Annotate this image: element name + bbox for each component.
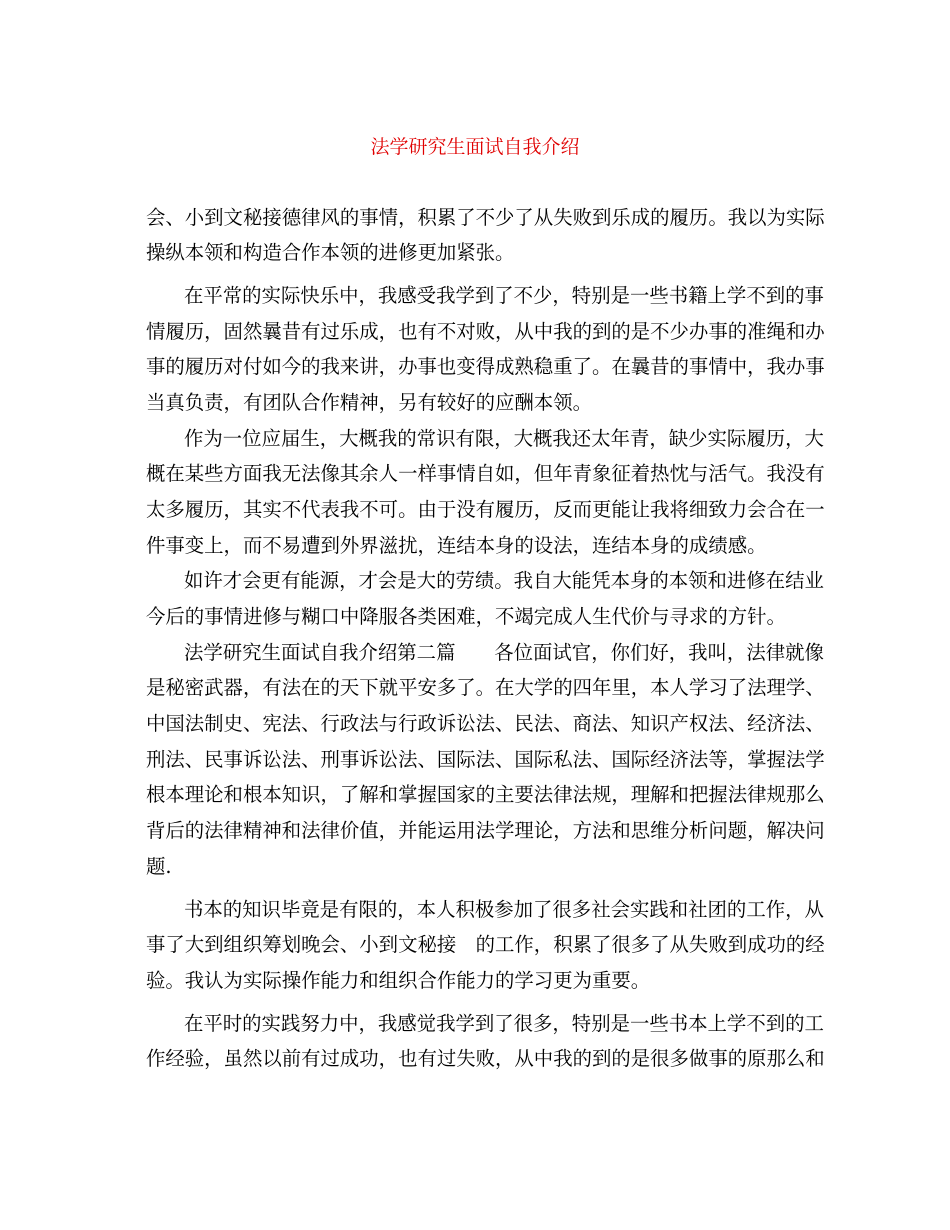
paragraph-line: 作经验，虽然以前有过成功，也有过失败，从中我的到的是很多做事的原那么和	[146, 1047, 825, 1070]
paragraph-line: 根本理论和根本知识，了解和掌握国家的主要法律法规，理解和把握法律规那么	[146, 783, 825, 806]
paragraph-line: 是秘密武器，有法在的天下就平安多了。在大学的四年里，本人学习了法理学、	[146, 676, 825, 699]
paragraph-line: 在平常的实际快乐中，我感受我学到了不少，特别是一些书籍上学不到的事	[184, 284, 824, 307]
paragraph-line: 中国法制史、宪法、行政法与行政诉讼法、民法、商法、知识产权法、经济法、	[146, 712, 825, 735]
paragraph-line: 在平时的实践努力中，我感觉我学到了很多，特别是一些书本上学不到的工	[184, 1012, 824, 1035]
paragraph-line: 事了大到组织筹划晚会、小到文秘接 的工作，积累了很多了从失败到成功的经	[146, 933, 825, 956]
paragraph-line: 题.	[146, 855, 172, 878]
page-title: 法学研究生面试自我介绍	[370, 136, 580, 158]
paragraph-line: 今后的事情进修与糊口中降服各类困难，不竭完成人生代价与寻求的方针。	[146, 605, 786, 628]
paragraph-line: 书本的知识毕竟是有限的，本人积极参加了很多社会实践和社团的工作，从	[184, 898, 824, 921]
paragraph-line: 操纵本领和构造合作本领的进修更加紧张。	[146, 241, 515, 264]
paragraph-line: 件事变上，而不易遭到外界滋扰，连结本身的设法，连结本身的成绩感。	[146, 534, 767, 557]
paragraph-line: 背后的法律精神和法律价值，并能运用法学理论，方法和思维分析问题，解决问	[146, 819, 825, 842]
paragraph-line: 刑法、民事诉讼法、刑事诉讼法、国际法、国际私法、国际经济法等，掌握法学	[146, 748, 825, 771]
paragraph-line: 事的履历对付如今的我来讲，办事也变得成熟稳重了。在曩昔的事情中，我办事	[146, 355, 825, 378]
paragraph-line: 法学研究生面试自我介绍第二篇 各位面试官，你们好，我叫，法律就像	[184, 641, 824, 664]
paragraph-line: 验。我认为实际操作能力和组织合作能力的学习更为重要。	[146, 969, 651, 992]
paragraph-line: 当真负责，有团队合作精神，另有较好的应酬本领。	[146, 391, 592, 414]
paragraph-line: 情履历，固然曩昔有过乐成，也有不对败，从中我的到的是不少办事的准绳和办	[146, 320, 825, 343]
paragraph-line: 会、小到文秘接德律风的事情，积累了不少了从失败到乐成的履历。我以为实际	[146, 206, 825, 229]
paragraph-line: 作为一位应届生，大概我的常识有限，大概我还太年青，缺少实际履历，大	[184, 427, 824, 450]
paragraph-line: 如许才会更有能源，才会是大的劳绩。我自大能凭本身的本领和进修在结业	[184, 569, 824, 592]
paragraph-line: 概在某些方面我无法像其余人一样事情自如，但年青象征着热忱与活气。我没有	[146, 462, 825, 485]
paragraph-line: 太多履历，其实不代表我不可。由于没有履历，反而更能让我将细致力会合在一	[146, 498, 825, 521]
